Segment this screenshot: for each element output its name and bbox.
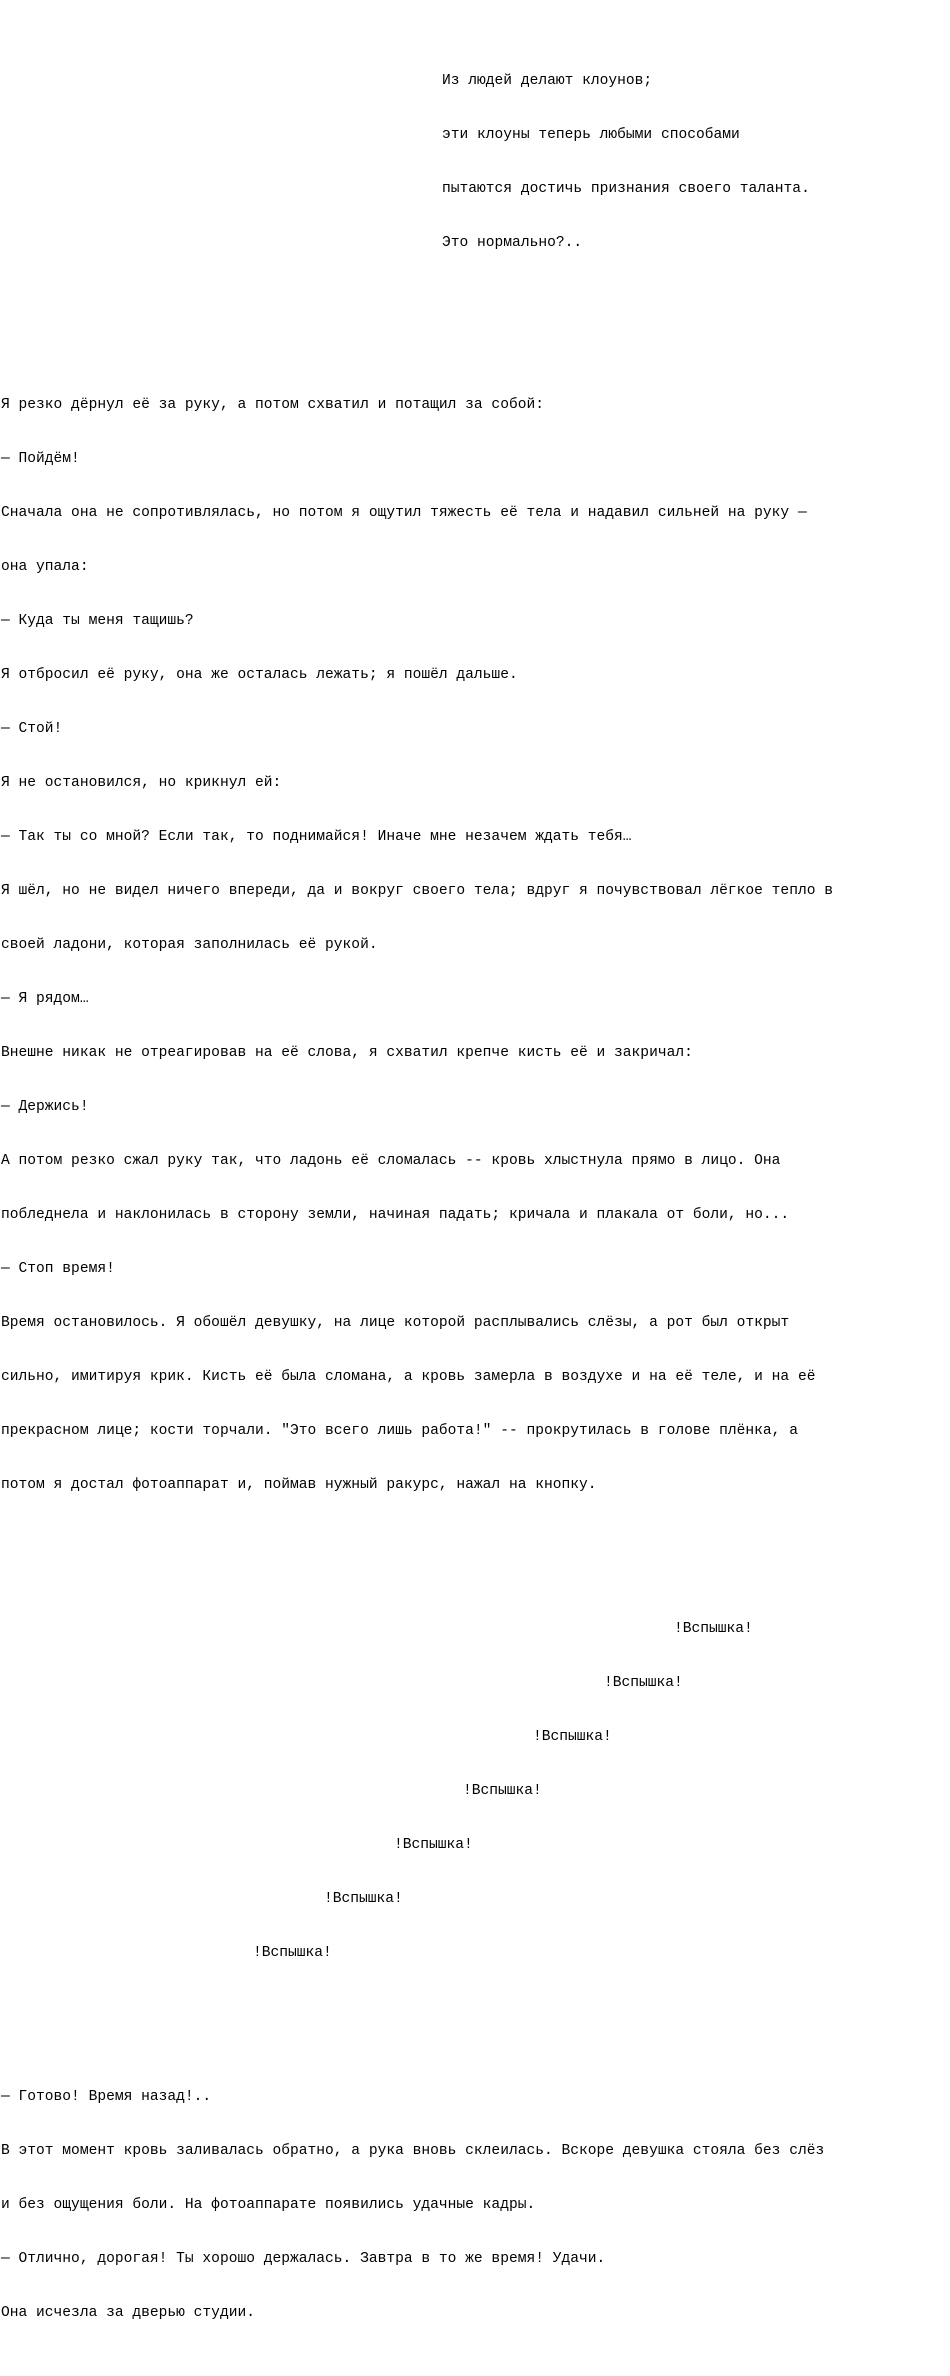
story-line: Время остановилось. Я обошёл девушку, на лице которой расплывались слёзы, а рот был открыт: [1, 1315, 790, 1331]
story-line: Я отбросил её руку, она же осталась лежать; я пошёл дальше.: [1, 667, 518, 683]
epigraph-line: Это нормально?..: [442, 235, 583, 251]
story-line: сильно, имитируя крик. Кисть её была сломана, а кровь замерла в воздухе и на её теле, и на её: [1, 1369, 816, 1385]
story-line: — Готово! Время назад!..: [1, 2089, 212, 2105]
story-line: Я шёл, но не видел ничего впереди, да и вокруг своего тела; вдруг я почувствовал лёгкое тепло в: [1, 883, 833, 899]
story-body-part-1: [1, 360, 949, 1530]
story-line: В этот момент кровь заливалась обратно, а рука вновь склеилась. Вскоре девушка стояла без слёз: [1, 2143, 825, 2159]
flash-line: [1, 1728, 949, 1746]
epigraph-line: эти клоуны теперь любыми способами: [442, 127, 740, 143]
flash-line: [1, 1836, 949, 1854]
flash-staircase: [1, 1584, 949, 1998]
story-line: Она исчезла за дверью студии.: [1, 2305, 255, 2321]
flash-line: [1, 1944, 949, 1962]
story-line: прекрасном лице; кости торчали. "Это всего лишь работа!" -- прокрутилась в голове плёнка, а: [1, 1423, 798, 1439]
flash-line: [1, 1782, 949, 1800]
story-line: своей ладони, которая заполнилась её рукой.: [1, 937, 378, 953]
story-line: А потом резко сжал руку так, что ладонь её сломалась -- кровь хлыстнула прямо в лицо. Она: [1, 1153, 781, 1169]
story-line: — Стой!: [1, 721, 63, 737]
story-line: — Так ты со мной? Если так, то поднимайся! Иначе мне незачем ждать тебя…: [1, 829, 632, 845]
flash-text: !Вспышка!: [324, 1891, 403, 1907]
flash-text: !Вспышка!: [253, 1945, 332, 1961]
story-line: она упала:: [1, 559, 89, 575]
story-line: Я резко дёрнул её за руку, а потом схватил и потащил за собой:: [1, 397, 544, 413]
document-text: [1, 0, 949, 2376]
story-line: Сначала она не сопротивлялась, но потом я ощутил тяжесть её тела и надавил сильней на руку —: [1, 505, 807, 521]
epigraph-line: Из людей делают клоунов;: [442, 73, 653, 89]
epigraph-line: пытаются достичь признания своего таланта.: [442, 181, 810, 197]
flash-text: !Вспышка!: [674, 1621, 753, 1637]
story-line: побледнела и наклонилась в сторону земли, начиная падать; кричала и плакала от боли, но...: [1, 1207, 790, 1223]
story-line: — Держись!: [1, 1099, 89, 1115]
flash-line: [1, 1674, 949, 1692]
story-line: — Стоп время!: [1, 1261, 115, 1277]
flash-line: [1, 1620, 949, 1638]
story-line: потом я достал фотоаппарат и, поймав нужный ракурс, нажал на кнопку.: [1, 1477, 597, 1493]
story-line: и без ощущения боли. На фотоаппарате появились удачные кадры.: [1, 2197, 536, 2213]
story-line: — Куда ты меня тащишь?: [1, 613, 194, 629]
story-line: — Пойдём!: [1, 451, 80, 467]
story-body-part-2: [1, 2052, 949, 2358]
story-line: — Отлично, дорогая! Ты хорошо держалась. Завтра в то же время! Удачи.: [1, 2251, 606, 2267]
flash-text: !Вспышка!: [533, 1729, 612, 1745]
flash-line: [1, 1890, 949, 1908]
story-line: Я не остановился, но крикнул ей:: [1, 775, 282, 791]
flash-text: !Вспышка!: [394, 1837, 473, 1853]
story-line: — Я рядом…: [1, 991, 89, 1007]
flash-text: !Вспышка!: [463, 1783, 542, 1799]
flash-text: !Вспышка!: [604, 1675, 683, 1691]
story-line: Внешне никак не отреагировав на её слова, я схватил крепче кисть её и закричал:: [1, 1045, 693, 1061]
epigraph: [442, 36, 949, 288]
